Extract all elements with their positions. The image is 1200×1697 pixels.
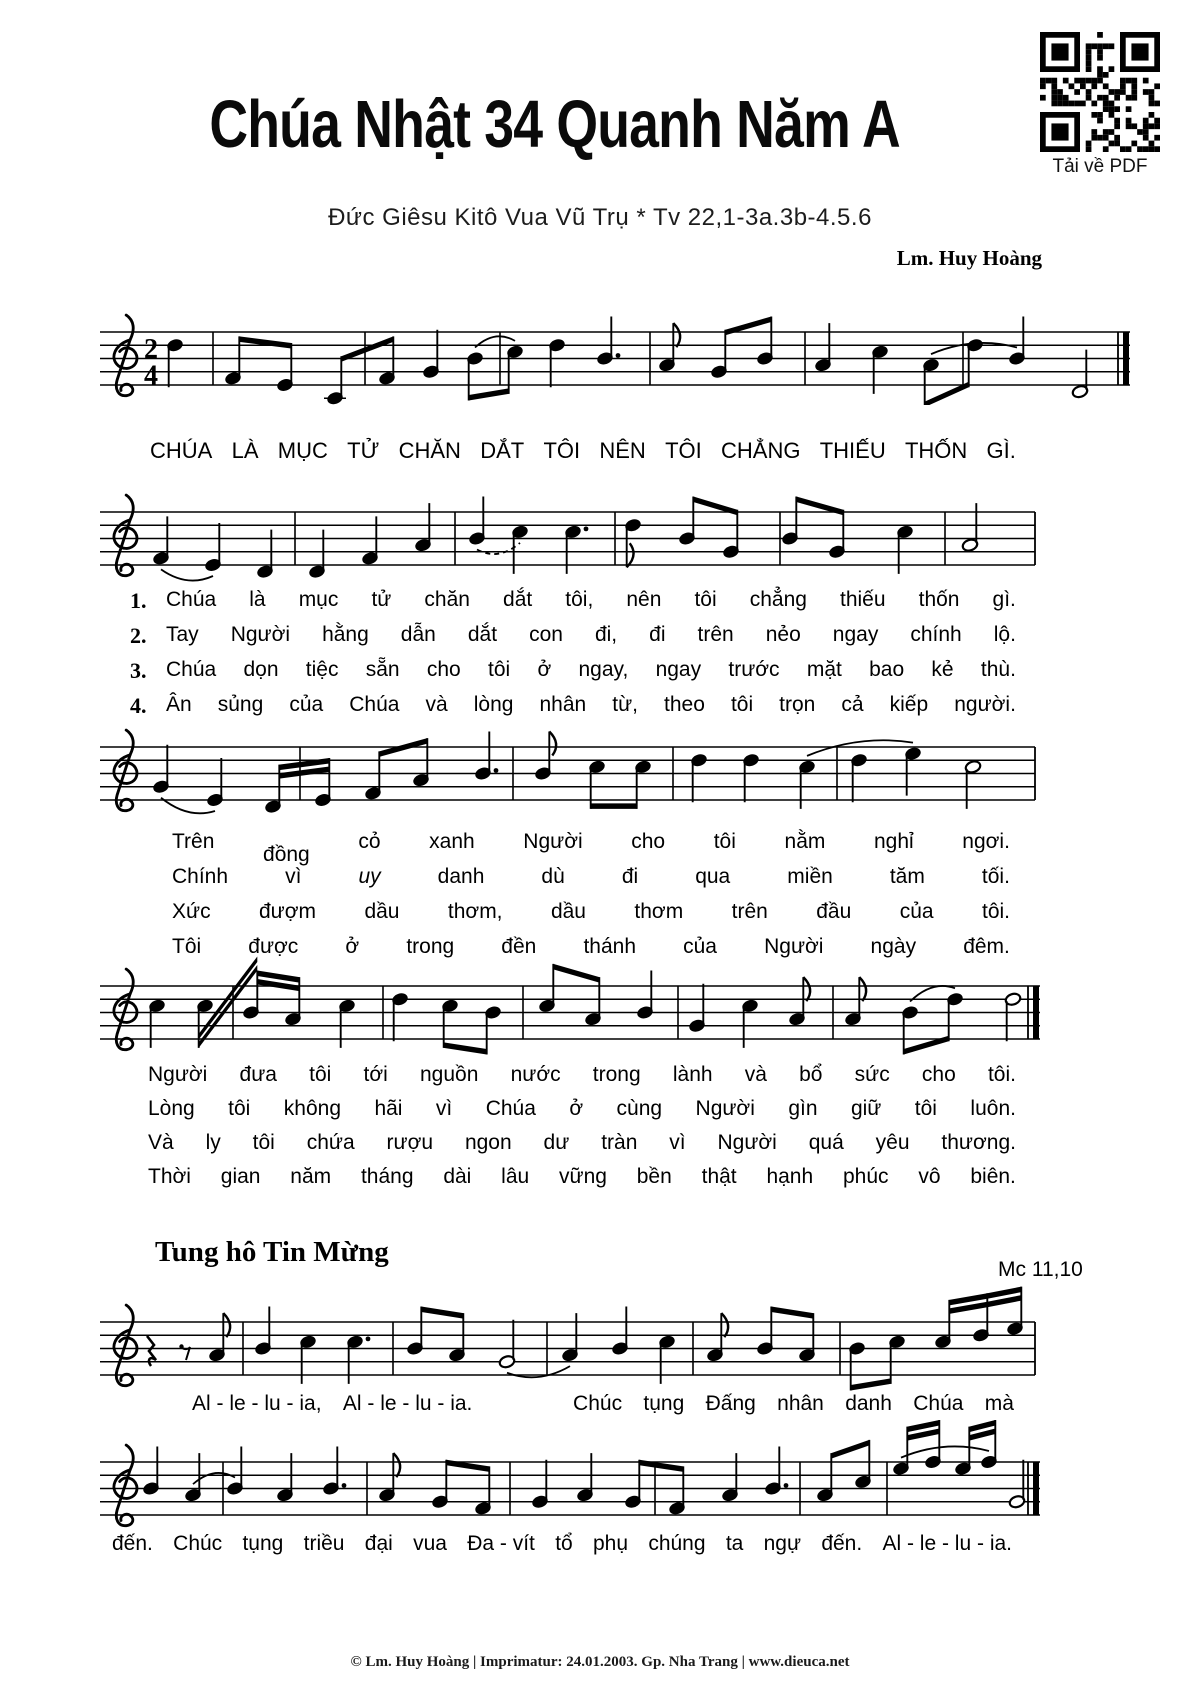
- lyric-line: [148, 1165, 1016, 1189]
- lyric-word: Trên: [172, 830, 215, 853]
- final-lyric-line: [112, 1532, 1012, 1556]
- lyric-word: tôi: [487, 658, 511, 681]
- lyric-word: Lòng: [148, 1097, 195, 1120]
- lyric-word: vững: [559, 1165, 607, 1188]
- lyric-word: tăm: [889, 865, 925, 888]
- lyric-word: LÀ: [231, 438, 259, 463]
- lyric-word: dài: [443, 1165, 472, 1188]
- lyric-word: tụng: [643, 1392, 685, 1415]
- lyric-word: yêu: [875, 1131, 910, 1154]
- lyric-word: gìn: [788, 1097, 818, 1120]
- lyric-word: tháng: [360, 1165, 414, 1188]
- lyric-word: Tay: [166, 623, 199, 646]
- lyric-word: lòng: [473, 693, 514, 716]
- music-staff-4: [95, 944, 1155, 1059]
- music-staff-1: [95, 290, 1155, 405]
- lyric-word: nghỉ: [873, 830, 914, 853]
- lyric-word: cả: [841, 693, 864, 716]
- lyric-word: nên: [626, 588, 662, 611]
- verse-line-1: [130, 588, 1016, 613]
- verse-number: 2.: [130, 623, 147, 648]
- lyric-line: [148, 1131, 1016, 1155]
- lyric-word: rượu: [386, 1131, 434, 1154]
- lyric-word: dắt: [467, 623, 498, 646]
- lyric-word: tôi: [694, 588, 717, 611]
- lyric-word: GÌ.: [986, 438, 1016, 463]
- lyric-word: TÔI: [543, 438, 581, 463]
- qr-download-label[interactable]: Tải về PDF: [1052, 156, 1148, 177]
- lyric-word: CHÚA: [150, 438, 213, 463]
- lyric-word: xanh: [429, 830, 475, 853]
- lyric-word: nhân: [777, 1392, 824, 1415]
- lyric-word: và: [744, 1063, 767, 1086]
- lyric-word: [494, 1392, 552, 1416]
- lyric-word: danh: [437, 865, 485, 888]
- lyric-line: [172, 900, 1010, 924]
- lyric-word: DẮT: [480, 438, 525, 463]
- lyric-word: tôi.: [981, 900, 1010, 923]
- lyric-word: tôi.: [987, 1063, 1016, 1086]
- lyric-word: kẻ: [931, 658, 954, 681]
- verse-lyrics: [166, 623, 1016, 648]
- lyric-word: theo: [664, 693, 705, 716]
- lyric-word: tôi: [730, 693, 754, 716]
- lyric-word: tối.: [981, 865, 1010, 888]
- lyric-word: chính: [910, 623, 962, 646]
- lyric-word: sức: [854, 1063, 890, 1086]
- lyric-word: Người: [695, 1097, 755, 1120]
- lyric-word: Ân: [166, 693, 192, 716]
- lyric-line: [172, 865, 1010, 889]
- lyric-word: Thời: [148, 1165, 191, 1188]
- lyric-word: Đa - vít: [467, 1532, 535, 1555]
- lyric-word: nguồn: [419, 1063, 479, 1086]
- lyric-word: ngự: [763, 1532, 802, 1555]
- lyric-word: Chúc: [573, 1392, 623, 1415]
- lyric-word: Chúc: [173, 1532, 223, 1555]
- lyric-word: dắt: [503, 588, 533, 611]
- lyric-word: thơm,: [447, 900, 503, 923]
- lyric-word: uy: [358, 865, 381, 888]
- lyric-word: giữ: [850, 1097, 882, 1120]
- lyric-word: trên: [731, 900, 768, 923]
- lyric-word: mà: [984, 1392, 1014, 1415]
- lyric-word: lâu: [501, 1165, 530, 1188]
- composer-credit: Lm. Huy Hoàng: [896, 246, 1042, 270]
- lyric-word: dư: [543, 1131, 570, 1154]
- lyric-word: ta: [725, 1532, 744, 1555]
- lyric-word: Người: [717, 1131, 777, 1154]
- lyric-word: ngơi.: [962, 830, 1010, 853]
- lyric-word: dọn: [243, 658, 279, 681]
- lyric-word: sẵn: [365, 658, 400, 681]
- lyric-word: NÊN: [599, 438, 646, 463]
- lyric-line: [172, 830, 1010, 866]
- lyric-word: mặt: [806, 658, 842, 681]
- lyric-word: tôi: [914, 1097, 937, 1120]
- lyric-word: trước: [728, 658, 780, 681]
- page-subtitle: Đức Giêsu Kitô Vua Vũ Trụ * Tv 22,1-3a.3b-4.5.6: [328, 204, 872, 231]
- lyric-word: trên: [697, 623, 734, 646]
- music-staff-5: [95, 1280, 1155, 1395]
- gospel-acclamation-heading: Tung hô Tin Mừng: [155, 1236, 389, 1268]
- lyric-word: kiếp: [889, 693, 929, 716]
- lyric-word: từ,: [612, 693, 638, 716]
- lyric-word: ở: [345, 935, 360, 958]
- lyric-word: tử: [371, 588, 392, 611]
- lyric-word: MỤC: [277, 438, 328, 463]
- lyric-word: đi: [621, 865, 639, 888]
- lyric-word: gian: [220, 1165, 261, 1188]
- lyric-word: thơm: [634, 900, 684, 923]
- lyric-word: là: [249, 588, 266, 611]
- lyric-word: nẻo: [765, 623, 801, 646]
- lyric-word: hạnh: [766, 1165, 814, 1188]
- lyric-word: CHẲNG: [721, 438, 801, 463]
- verse-number: 1.: [130, 588, 147, 613]
- lyric-word: Xức: [172, 900, 211, 923]
- lyric-word: đi: [649, 623, 666, 646]
- lyric-word: vì: [435, 1097, 453, 1120]
- lyric-word: tụng: [242, 1532, 284, 1555]
- lyric-word: đại: [364, 1532, 393, 1555]
- lyric-word: chăn: [424, 588, 470, 611]
- verse-lyrics: [166, 658, 1016, 683]
- lyric-word: Chúa: [166, 588, 217, 611]
- lyric-word: chứa: [306, 1131, 355, 1154]
- lyric-word: thiếu: [840, 588, 886, 611]
- lyric-word: cùng: [616, 1097, 663, 1120]
- lyric-word: dẫn: [400, 623, 436, 646]
- refrain-line: [150, 438, 1016, 463]
- lyric-word: thương.: [941, 1131, 1016, 1154]
- lyric-word: Al - le - lu - ia,: [192, 1392, 322, 1415]
- lyric-word: Đấng: [705, 1392, 756, 1415]
- lyric-word: bền: [636, 1165, 672, 1188]
- music-staff-2: [95, 470, 1155, 585]
- lyric-word: TỬ: [347, 438, 380, 463]
- music-staff-6: [95, 1420, 1155, 1535]
- lyric-word: đưa: [239, 1063, 277, 1086]
- lyric-word: ngon: [464, 1131, 512, 1154]
- lyric-word: bao: [869, 658, 905, 681]
- lyric-word: thù.: [980, 658, 1016, 681]
- lyric-word: danh: [845, 1392, 892, 1415]
- lyric-word: đượm: [259, 900, 317, 923]
- lyric-word: thánh: [583, 935, 637, 958]
- lyric-word: cho: [426, 658, 461, 681]
- alleluia-lyric-line: [192, 1392, 1014, 1416]
- lyric-word: tôi: [713, 830, 736, 853]
- page-title: Chúa Nhật 34 Quanh Năm A: [209, 87, 901, 162]
- lyric-word: tới: [363, 1063, 388, 1086]
- lyric-word: chẳng: [749, 588, 807, 611]
- lyric-word: trọn: [779, 693, 816, 716]
- lyric-word: trong: [592, 1063, 641, 1086]
- lyric-word: năm: [290, 1165, 332, 1188]
- lyric-word: không: [283, 1097, 341, 1120]
- lyric-word: ngay,: [578, 658, 629, 681]
- lyric-word: luôn.: [970, 1097, 1016, 1120]
- lyric-word: qua: [695, 865, 731, 888]
- lyric-word: vô: [918, 1165, 941, 1188]
- lyric-word: THIẾU: [819, 438, 886, 463]
- verse-number: 3.: [130, 658, 147, 683]
- lyric-word: Người: [764, 935, 824, 958]
- lyric-word: vì: [285, 865, 302, 888]
- verse-number: 4.: [130, 693, 147, 718]
- lyric-word: người.: [954, 693, 1016, 716]
- lyric-word: lộ.: [993, 623, 1016, 646]
- lyric-word: và: [425, 693, 448, 716]
- lyric-word: quá: [808, 1131, 844, 1154]
- lyric-word: Chúa: [166, 658, 217, 681]
- lyric-word: phúc: [842, 1165, 889, 1188]
- lyric-word: hãi: [374, 1097, 403, 1120]
- lyric-word: Chính: [172, 865, 229, 888]
- lyric-word: Người: [230, 623, 291, 646]
- lyric-word: của: [683, 935, 717, 958]
- lyric-word: ở: [569, 1097, 584, 1120]
- lyric-word: chúng: [648, 1532, 706, 1555]
- lyric-word: cỏ: [358, 830, 381, 853]
- lyric-word: của: [899, 900, 934, 923]
- lyric-word: Chúa: [349, 693, 400, 716]
- lyric-word: nước: [510, 1063, 561, 1086]
- title-wrap: [0, 86, 1110, 163]
- lyric-word: Và: [148, 1131, 174, 1154]
- svg-text:2: 2: [144, 334, 158, 365]
- lyric-word: nhân: [539, 693, 587, 716]
- lyric-word: tôi,: [565, 588, 594, 611]
- lyric-word: ngày: [870, 935, 917, 958]
- verse-line-3: [130, 658, 1016, 683]
- lyric-word: cho: [921, 1063, 956, 1086]
- lyric-word: ly: [205, 1131, 221, 1154]
- lyric-word: thốn: [918, 588, 960, 611]
- lyric-word: ngay: [655, 658, 702, 681]
- lyric-word: dầu: [550, 900, 586, 923]
- lyric-word: vì: [669, 1131, 686, 1154]
- lyric-word: sủng: [217, 693, 264, 716]
- lyric-word: CHĂN: [398, 438, 461, 463]
- lyric-word: Chúa: [913, 1392, 964, 1415]
- lyric-word: Tôi: [172, 935, 202, 958]
- lyric-word: vua: [413, 1532, 447, 1555]
- lyric-word: bổ: [799, 1063, 823, 1086]
- lyric-word: Chúa: [485, 1097, 536, 1120]
- lyric-word: Người: [148, 1063, 208, 1086]
- lyric-word: đến.: [821, 1532, 863, 1555]
- lyric-line: [148, 1097, 1016, 1121]
- lyric-word: ngay: [832, 623, 879, 646]
- lyric-word: nằm: [784, 830, 826, 853]
- lyric-word: của: [289, 693, 324, 716]
- lyric-word: đến.: [112, 1532, 153, 1555]
- lyric-word: dầu: [364, 900, 400, 923]
- lyric-word: đầu: [816, 900, 852, 923]
- lyric-word: lành: [672, 1063, 713, 1086]
- lyric-word: miền: [787, 865, 833, 888]
- lyric-word: dù: [541, 865, 565, 888]
- lyric-line: [148, 1063, 1016, 1087]
- lyric-word: hằng: [322, 623, 369, 646]
- lyric-word: đi,: [594, 623, 618, 646]
- svg-text:4: 4: [144, 360, 158, 392]
- lyric-word: đồng: [263, 843, 310, 866]
- lyric-word: thật: [701, 1165, 737, 1188]
- footer-credits: © Lm. Huy Hoàng | Imprimatur: 24.01.2003. Gp. Nha Trang | www.dieuca.net: [350, 1654, 850, 1670]
- lyric-word: TÔI: [665, 438, 702, 463]
- lyric-word: tôi: [309, 1063, 332, 1086]
- lyric-word: Al - le - lu - ia.: [882, 1532, 1012, 1555]
- lyric-word: biên.: [970, 1165, 1016, 1188]
- lyric-word: tôi: [252, 1131, 275, 1154]
- lyric-word: phụ: [592, 1532, 629, 1555]
- lyric-word: cho: [631, 830, 666, 853]
- lyric-word: tràn: [601, 1131, 638, 1154]
- music-staff-3: [95, 705, 1155, 820]
- lyric-word: đêm.: [963, 935, 1010, 958]
- lyric-word: được: [248, 935, 299, 958]
- lyric-word: triều: [303, 1532, 345, 1555]
- lyric-word: mục: [298, 588, 339, 611]
- lyric-word: ở: [537, 658, 552, 681]
- verse-lyrics: [166, 588, 1016, 613]
- lyric-word: tôi: [228, 1097, 251, 1120]
- lyric-word: tiệc: [305, 658, 339, 681]
- lyric-word: tổ: [555, 1532, 573, 1555]
- lyric-word: con: [529, 623, 563, 646]
- verse-line-2: [130, 623, 1016, 648]
- lyric-word: đền: [501, 935, 537, 958]
- lyric-word: trong: [406, 935, 455, 958]
- lyric-word: Al - le - lu - ia.: [342, 1392, 473, 1415]
- scripture-reference: Mc 11,10: [998, 1258, 1083, 1281]
- lyric-word: Người: [523, 830, 583, 853]
- lyric-word: THỐN: [904, 438, 968, 463]
- lyric-word: gì.: [992, 588, 1016, 611]
